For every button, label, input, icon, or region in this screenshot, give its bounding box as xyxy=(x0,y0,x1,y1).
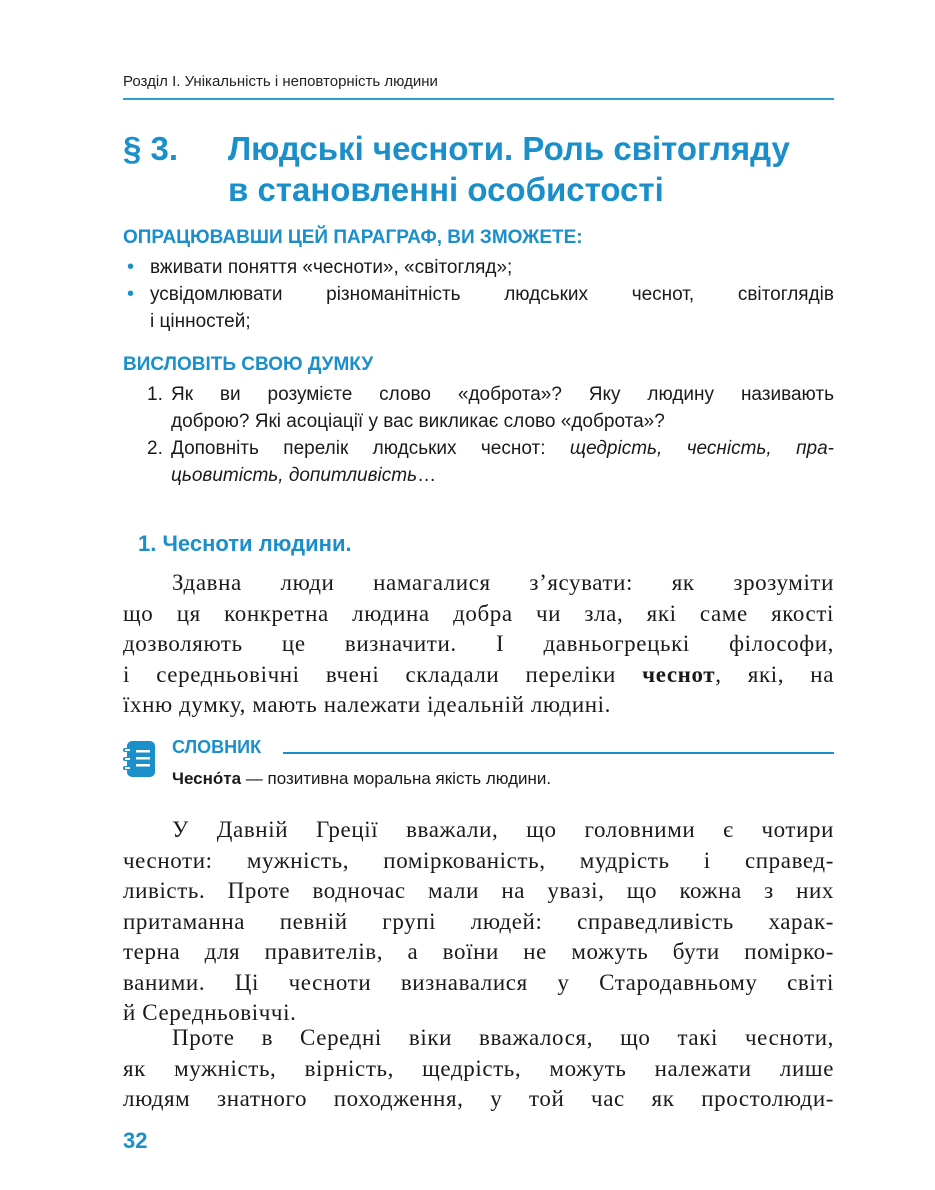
bullet-icon: • xyxy=(127,283,135,305)
header-divider xyxy=(123,98,834,100)
opinion-list xyxy=(123,381,834,489)
section-1-paragraph: Здавна люди намагалися з’ясувати: як зрозуміти що ця конкретна людина добра чи зла, які саме якості дозволяють це визначити. І давньогрецькі філософи, і середньовічні вчені складали переліки чеснот, які, на їхню думку, мають належати ідеальній людині. xyxy=(123,570,835,717)
page-number: 32 xyxy=(123,1128,148,1153)
title-line-1: Людські чесноти. Роль світогляду xyxy=(228,130,790,167)
dictionary-title: СЛОВНИК xyxy=(172,737,262,757)
list-item: • вживати поняття «чесноти», «світогляд»; xyxy=(123,254,834,281)
list-item: • усвідомлювати різноманітність людських чеснот, світоглядів і цінностей; xyxy=(127,283,834,332)
opinion-heading: ВИСЛОВІТЬ СВОЮ ДУМКУ xyxy=(123,354,374,375)
paragraph-number: § 3. xyxy=(123,130,179,167)
objectives-heading: ОПРАЦЮВАВШИ ЦЕЙ ПАРАГРАФ, ВИ ЗМОЖЕТЕ: xyxy=(123,227,583,248)
bullet-icon: • xyxy=(127,256,135,278)
term-bold: чеснот xyxy=(642,661,716,687)
objectives-list xyxy=(123,254,834,335)
list-item: 1. Як ви розумієте слово «доброта»? Яку людину називають доброю? Які асоціації у вас викликає слово «доброта»? xyxy=(147,384,834,432)
running-head: Розділ І. Унікальність і неповторність людини xyxy=(123,73,438,90)
title-line-2: в становленні особистості xyxy=(228,171,664,208)
list-item: 2. Доповніть перелік людських чеснот: щедрість, чесність, пра- цьовитість, допитливість… xyxy=(147,438,834,486)
paragraph-3: Проте в Середні віки вважалося, що такі чесноти, як мужність, вірність, щедрість, можуть належати лише людям знатного походження, у той час як простолюди- xyxy=(123,1025,834,1111)
paragraph-2: У Давній Греції вважали, що головними є чотири чесноти: мужність, поміркованість, мудрість і справед- ливість. Проте водночас мали на увазі, що кожна з них притаманна певній групі людей: справедливість харак- терна для правителів, а воїни не можуть бути помірко- ваними. Ці чесноти визнавалися у Стародавньому світі й Середньовіччі. xyxy=(123,817,834,1025)
dictionary-divider xyxy=(283,752,834,754)
dictionary-entry: Чесно́та — позитивна моральна якість людини. xyxy=(172,769,552,788)
notebook-icon xyxy=(123,740,157,778)
section-heading: 1. Чесноти людини. xyxy=(138,531,352,556)
dictionary-term: Чесно́та xyxy=(172,769,242,788)
paragraph-title-text xyxy=(228,128,834,210)
